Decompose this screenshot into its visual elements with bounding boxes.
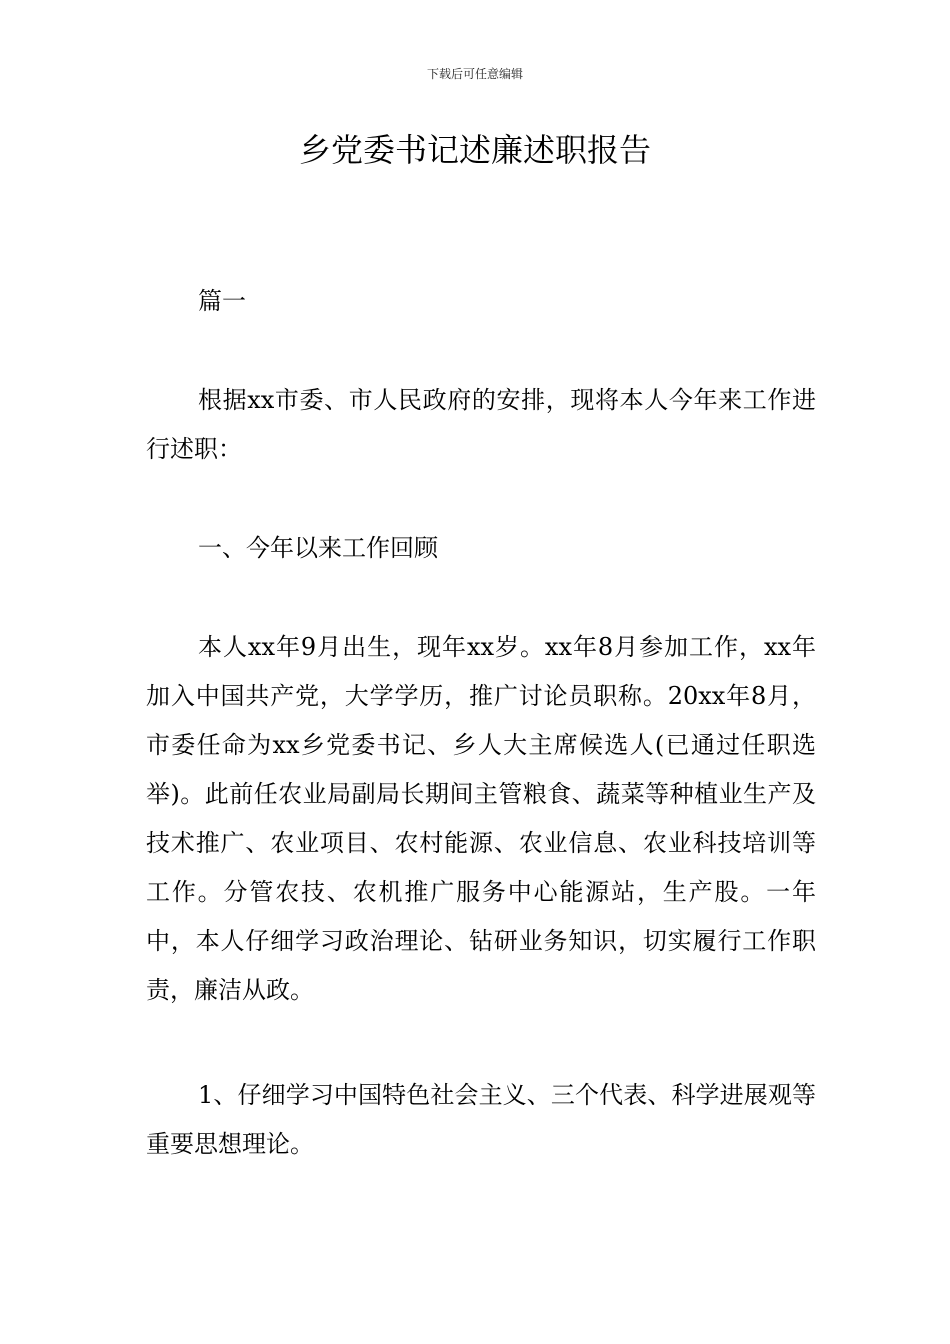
bio-paragraph: 本人xx年9月出生，现年xx岁。xx年8月参加工作，xx年加入中国共产党，大学学历，推广讨论员职称。20xx年8月，市委任命为xx乡党委书记、乡人大主席候选人(已通过任职选举)。此前任农业局副局长期间主管粮食、蔬菜等种植业生产及技术推广、农业项目、农村能源、农业信息、农业科技培训等工作。分管农技、农机推广服务中心能源站，生产股。一年中，本人仔细学习政治理论、钻研业务知识，切实履行工作职责，廉洁从政。: [146, 633, 816, 1004]
header-note: 下载后可任意编辑: [426, 67, 523, 81]
intro-paragraph: 根据xx市委、市人民政府的安排，现将本人今年来工作进行述职：: [146, 386, 816, 463]
list-item-1: 1、仔细学习中国特色社会主义、三个代表、科学进展观等重要思想理论。: [146, 1081, 816, 1158]
document-title: 乡党委书记述廉述职报告: [298, 131, 651, 169]
section-label: 篇一: [198, 287, 246, 315]
section-heading-1: 一、今年以来工作回顾: [198, 534, 438, 562]
